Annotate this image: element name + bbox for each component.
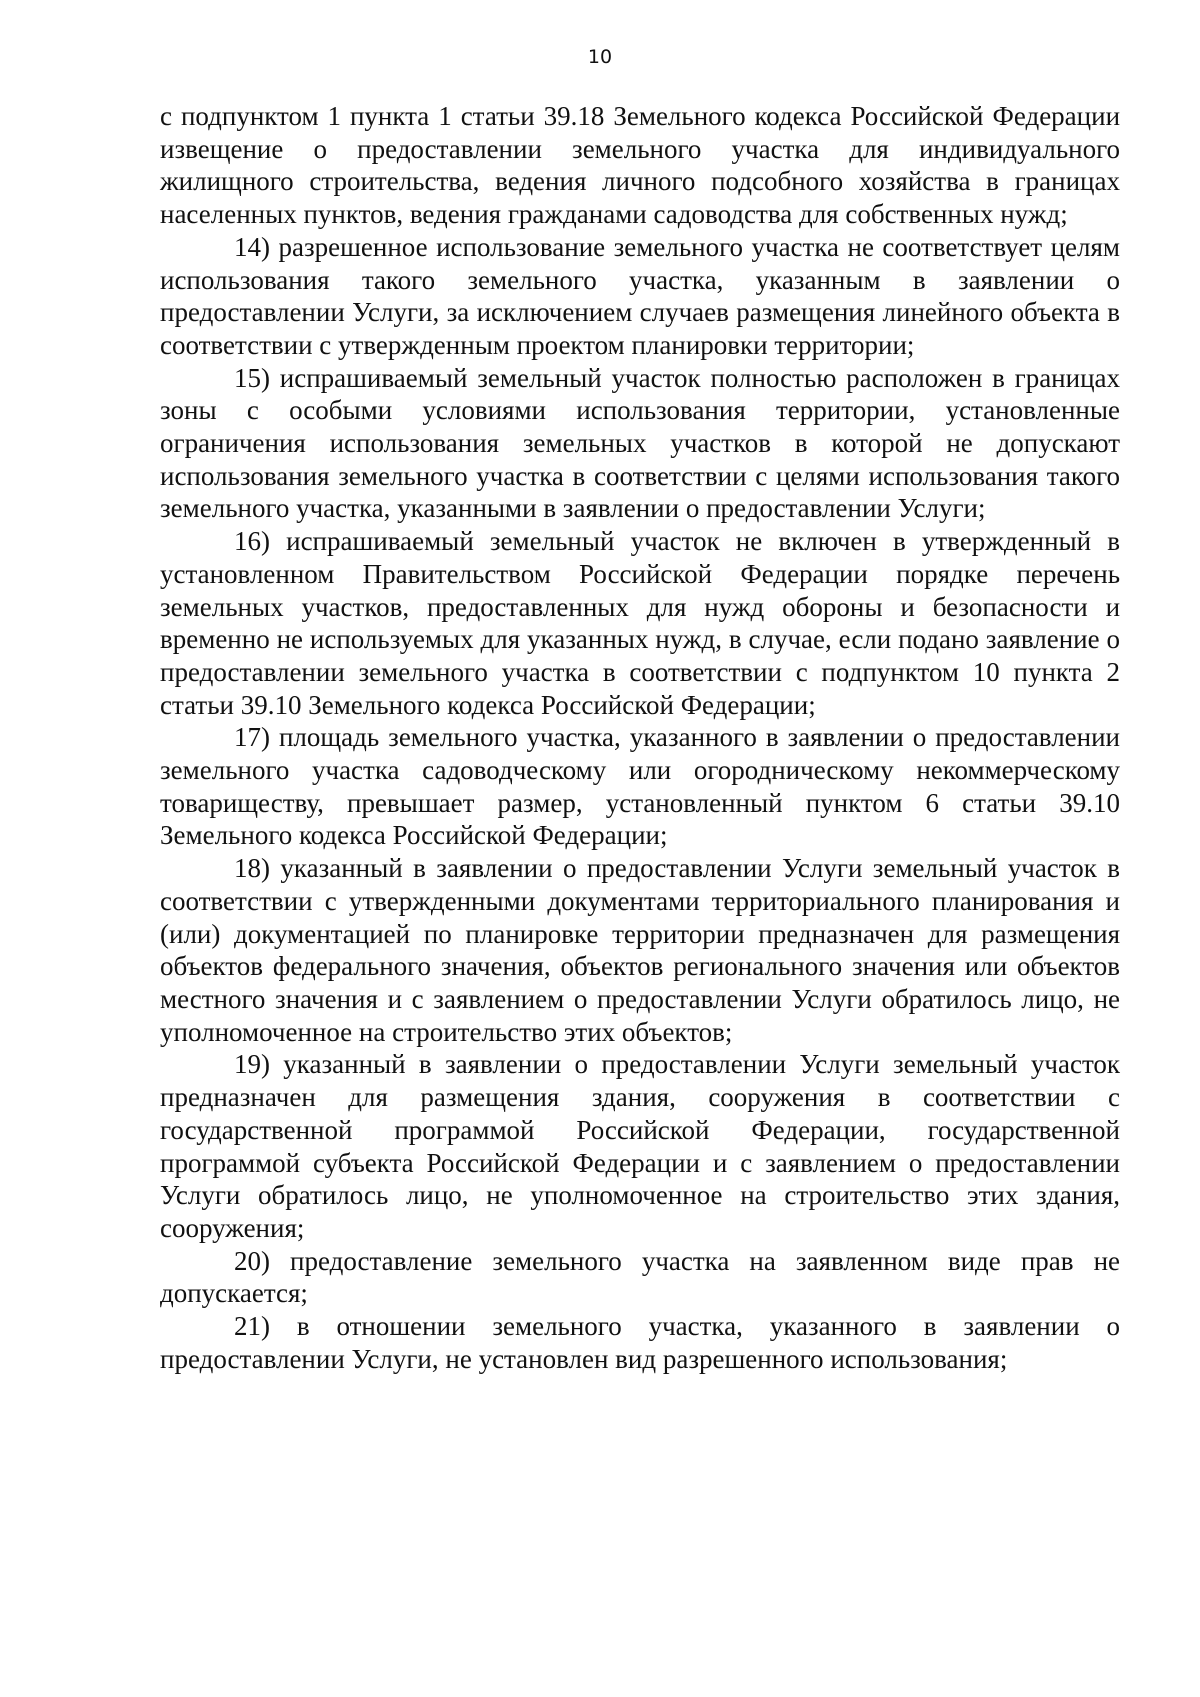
text-line: 21) в отношении земельного участка, указанного bbox=[234, 1311, 897, 1342]
text-line: территории; bbox=[774, 329, 915, 360]
text-line: и безопасности и временно не используемых для указанных нужд, в случае, bbox=[160, 591, 1121, 655]
text-line: 18) указанный в заявлении о предоставлении Услуги земельный участок bbox=[234, 853, 1097, 884]
text-line: для индивидуального жилищного строительства, ведения личного подсобного bbox=[160, 133, 1121, 197]
text-line: установленные ограничения использования земельных участков bbox=[160, 395, 1120, 459]
text-line: 14) разрешенное использование земельного участка bbox=[234, 231, 840, 262]
paragraph-p14 bbox=[160, 231, 1120, 362]
paragraph-p18 bbox=[160, 852, 1120, 1048]
text-line: порядке перечень земельных участков, предоставленных для нужд обороны bbox=[160, 558, 1121, 622]
text-line: если подано заявление о предоставлении земельного участка в соответствии bbox=[160, 624, 1120, 687]
text-line: Услуги обратилось лицо, не уполномоченное на строительство этих здания, bbox=[160, 1180, 1120, 1211]
text-line: не допускается; bbox=[160, 1245, 1120, 1309]
text-line: 6 статьи 39.10 Земельного кодекса Российской Федерации; bbox=[160, 787, 1120, 851]
text-line: о предоставлении земельного участка садоводческому или огородническому bbox=[160, 722, 1121, 786]
text-line: Федерации; bbox=[680, 689, 816, 720]
text-line: для размещения объектов федерального значения, объектов регионального bbox=[160, 918, 1121, 982]
text-line: линейного объекта в соответствии с утвержденным проектом планировки bbox=[160, 297, 1121, 360]
text-line: программой субъекта Российской Федерации и с заявлением о предоставлении bbox=[160, 1147, 1120, 1178]
document-body bbox=[160, 100, 1120, 1375]
text-line: с подпунктом 1 пункта 1 статьи 39.18 Земельного кодекса Российской bbox=[160, 101, 984, 131]
text-line: в заявлении о предоставлении Услуги, не установлен вид разрешенного bbox=[160, 1311, 1121, 1374]
text-line: использования; bbox=[830, 1343, 1008, 1374]
text-line: значения или объектов местного значения и с заявлением bbox=[160, 951, 1121, 1014]
text-line: в которой не допускают использования земельного участка в соответствии bbox=[160, 428, 1120, 491]
text-line: с государственной программой Российской Федерации, государственной bbox=[160, 1082, 1121, 1145]
paragraph-p17 bbox=[160, 721, 1120, 852]
text-line: в утвержденный в установленном Правительством Российской Федерации bbox=[160, 526, 1120, 589]
paragraph-p15 bbox=[160, 362, 1120, 526]
text-line: с целями использования такого земельного участка, указанными в заявлении bbox=[160, 460, 1121, 524]
text-line: с подпунктом 10 пункта 2 статьи 39.10 Земельного кодекса Российской bbox=[160, 656, 1121, 720]
text-line: о предоставлении Услуги; bbox=[685, 493, 986, 524]
paragraph-p13-cont bbox=[160, 100, 1120, 231]
paragraph-p21 bbox=[160, 1310, 1120, 1375]
text-line: 15) испрашиваемый земельный участок полностью расположен bbox=[234, 362, 983, 393]
text-line: 20) предоставление земельного участка на заявленном виде прав bbox=[234, 1245, 1074, 1276]
text-line: предназначен для размещения здания, сооружения в соответствии bbox=[160, 1082, 1076, 1113]
text-line: хозяйства в границах населенных пунктов, ведения гражданами садоводства bbox=[160, 166, 1120, 230]
text-line: на строительство этих объектов; bbox=[358, 1016, 733, 1047]
text-line: 19) указанный в заявлении о предоставлении Услуги земельный участок bbox=[234, 1049, 1120, 1080]
text-line: в границах зоны с особыми условиями использования территории, bbox=[160, 362, 1121, 426]
text-line: сооружения; bbox=[160, 1212, 305, 1243]
text-line: для собственных нужд; bbox=[798, 199, 1068, 230]
paragraph-p19 bbox=[160, 1048, 1120, 1244]
text-line: 17) площадь земельного участка, указанного в заявлении bbox=[234, 722, 904, 753]
text-line: планирования и (или) документацией по планировке территории предназначен bbox=[160, 885, 1121, 949]
text-line: Федерации извещение о предоставлении земельного участка bbox=[160, 101, 1121, 164]
paragraph-p20 bbox=[160, 1245, 1120, 1310]
text-line: не соответствует целям использования такого земельного участка, указанным bbox=[160, 231, 1120, 295]
text-line: некоммерческому товариществу, превышает размер, установленный пунктом bbox=[160, 755, 1121, 818]
text-line: в заявлении о предоставлении Услуги, за исключением случаев размещения bbox=[160, 264, 1121, 328]
page-number: 10 bbox=[587, 46, 613, 68]
text-line: в соответствии с утвержденными документами территориального bbox=[160, 853, 1121, 916]
paragraph-p16 bbox=[160, 525, 1120, 721]
text-line: о предоставлении Услуги обратилось лицо, не уполномоченное bbox=[160, 983, 1121, 1047]
text-line: 16) испрашиваемый земельный участок не включен bbox=[234, 526, 877, 557]
